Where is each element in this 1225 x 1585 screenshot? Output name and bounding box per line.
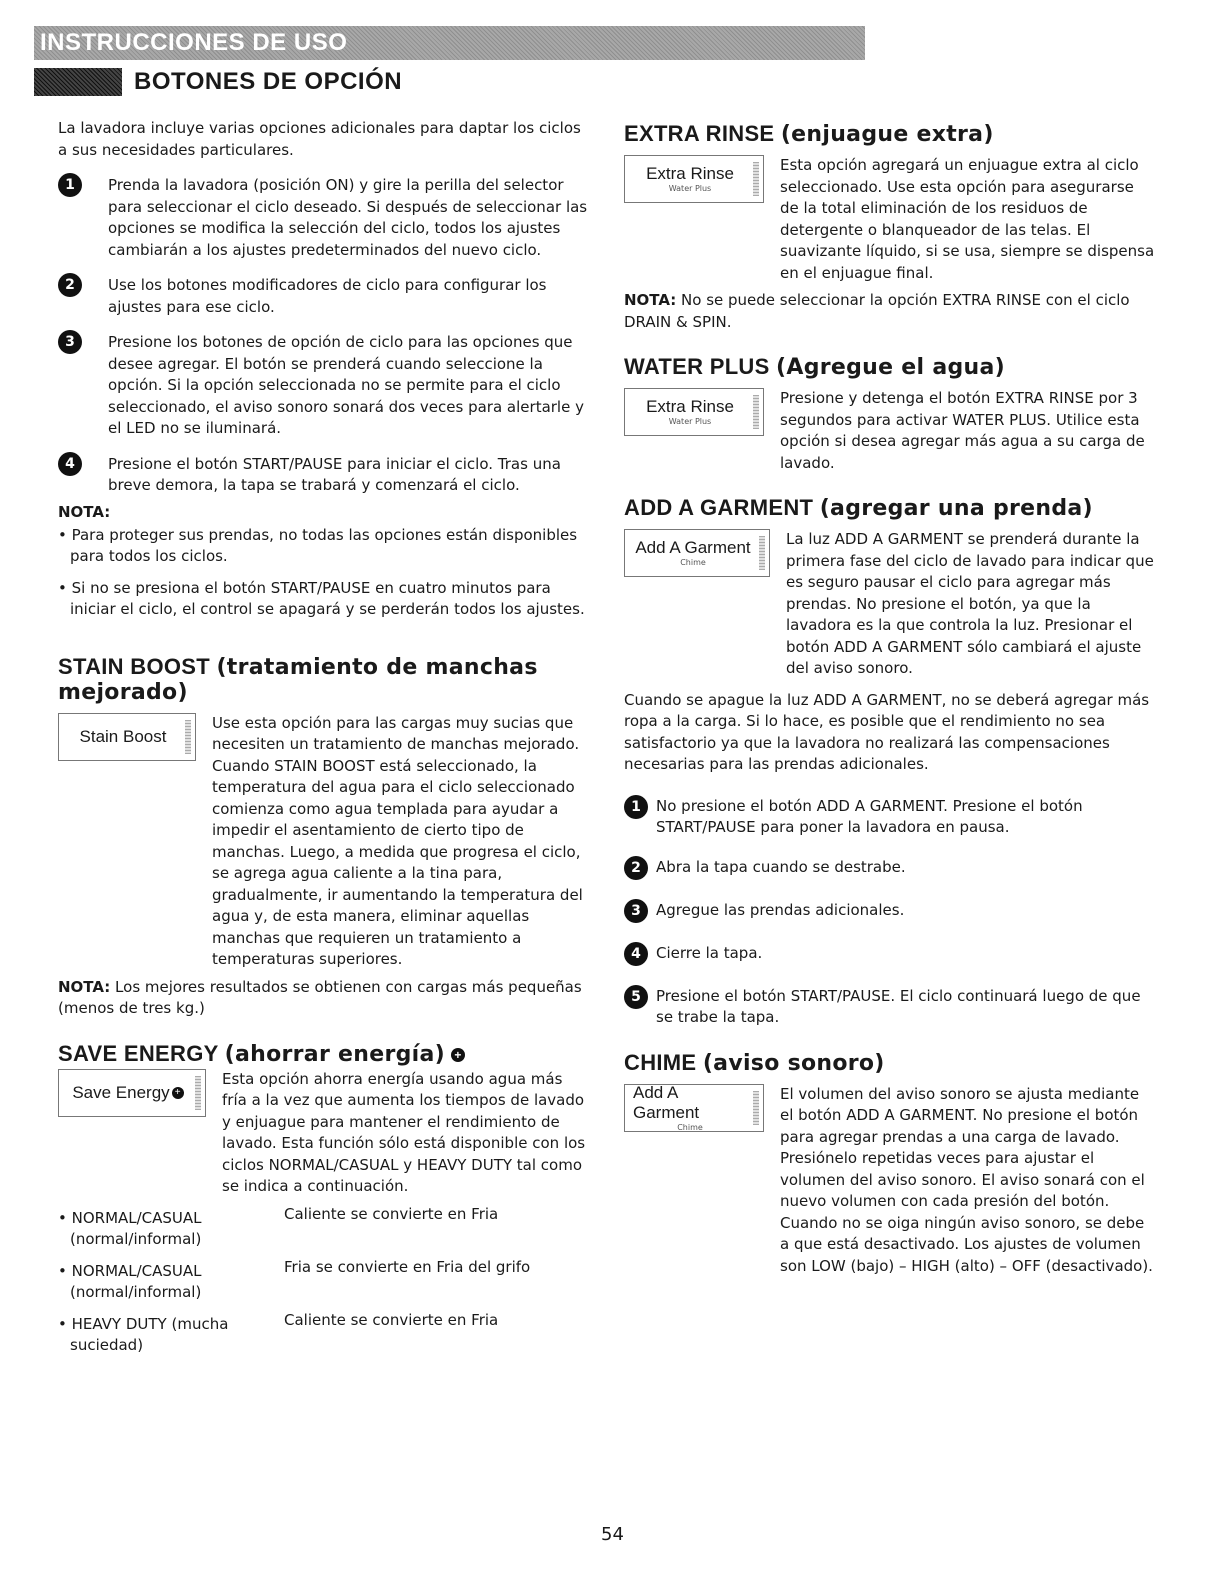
title-bar-decoration <box>34 68 122 96</box>
water-plus-button-secondary: Water Plus <box>668 417 712 426</box>
led-indicator-icon <box>195 1076 201 1110</box>
energy-cycle: • NORMAL/CASUAL (normal/informal) <box>58 1208 202 1248</box>
save-energy-button-text: Save Energy <box>72 1082 170 1102</box>
step-text: Cierre la tapa. <box>656 943 763 962</box>
save-energy-heading <box>58 1042 590 1067</box>
extra-rinse-heading <box>624 122 1156 147</box>
save-energy-button-label <box>72 1083 183 1103</box>
step-number-icon: 1 <box>58 173 82 197</box>
plus-icon: + <box>172 1087 184 1099</box>
extra-rinse-text: Esta opción agregará un enjuague extra al ciclo seleccionado. Use esta opción para asegurarse de la total eliminación de los residuos de detergente o blanqueador de las telas. El suavizante líquido, si se usa, siempre se dispensa en el enjuague final. <box>780 156 1155 282</box>
page-number: 54 <box>601 1524 624 1545</box>
add-garment-step <box>624 796 1156 839</box>
water-plus-heading <box>624 355 1156 380</box>
energy-result: Caliente se convierte en Fria <box>284 1310 499 1329</box>
add-garment-step <box>624 943 1156 966</box>
add-garment-step <box>624 900 1156 923</box>
led-indicator-icon <box>759 536 765 570</box>
add-garment-step <box>624 857 1156 880</box>
section-banner: INSTRUCCIONES DE USO <box>34 26 865 60</box>
energy-cycle: • HEAVY DUTY (mucha suciedad) <box>58 1314 229 1354</box>
step-number-icon: 3 <box>624 899 648 923</box>
led-indicator-icon <box>185 720 191 754</box>
energy-table-row <box>58 1310 590 1357</box>
chime-subtitle: (aviso sonoro) <box>702 1050 885 1076</box>
extra-rinse-body <box>624 155 1156 284</box>
nota-bullet: • Si no se presiona el botón START/PAUSE en cuatro minutos para iniciar el ciclo, el control se apagará y se perderán todos los ajustes. <box>58 578 585 618</box>
left-column <box>58 118 590 1357</box>
step-text: Presione el botón START/PAUSE para iniciar el ciclo. Tras una breve demora, la tapa se trabará y comenzará el ciclo. <box>108 454 561 494</box>
energy-result: Caliente se convierte en Fria <box>284 1204 499 1223</box>
water-plus-button[interactable] <box>624 388 764 436</box>
chime-heading <box>624 1051 1156 1076</box>
chime-button-secondary: Chime <box>677 1122 703 1132</box>
stain-boost-subtitle: (tratamiento de manchas mejorado) <box>58 654 538 705</box>
extra-rinse-button-label: Extra Rinse <box>646 164 734 183</box>
water-plus-body <box>624 388 1156 474</box>
step-number-icon: 5 <box>624 985 648 1009</box>
step-item <box>58 275 590 318</box>
chime-button-label: Add A Garment <box>633 1082 700 1122</box>
step-number-icon: 1 <box>624 795 648 819</box>
step-text: Presione los botones de opción de ciclo para las opciones que desee agregar. El botón se prenderá cuando seleccione la opción. Si la opción seleccionada no se permite para el ciclo seleccionado, el aviso sonoro sonará dos veces para alertarle y el LED no se iluminará. <box>108 333 584 437</box>
add-garment-text-2: Cuando se apague la luz ADD A GARMENT, no se deberá agregar más ropa a la carga. Si lo hace, es posible que el rendimiento no sea satisfactorio ya que la lavadora no realizará las compensaciones necesarias para las prendas adicionales. <box>624 690 1150 773</box>
chime-body <box>624 1084 1156 1278</box>
stain-boost-title: STAIN BOOST <box>58 653 211 679</box>
add-garment-heading <box>624 496 1156 521</box>
stain-boost-button[interactable] <box>58 713 196 761</box>
energy-result: Fria se convierte en Fria del grifo <box>284 1257 531 1276</box>
extra-rinse-note-text: No se puede seleccionar la opción EXTRA RINSE con el ciclo DRAIN & SPIN. <box>624 291 1130 331</box>
energy-table-row <box>58 1257 590 1304</box>
step-number-icon: 3 <box>58 330 82 354</box>
extra-rinse-subtitle: (enjuague extra) <box>780 122 994 147</box>
add-garment-button[interactable] <box>624 529 770 577</box>
add-garment-body <box>624 529 1156 680</box>
nota-bullet: • Para proteger sus prendas, no todas las opciones están disponibles para todos los ciclos. <box>58 525 578 565</box>
save-energy-section <box>58 1042 590 1357</box>
led-indicator-icon <box>753 1091 759 1125</box>
add-garment-section <box>624 496 1156 1029</box>
chime-text: El volumen del aviso sonoro se ajusta mediante el botón ADD A GARMENT. No presione el botón para agregar prendas a una carga de lavado. Presiónelo repetidas veces para ajustar el volumen del aviso sonoro. El aviso sonará con el nuevo volumen con cada presión del botón. Cuando no se oiga ningún aviso sonoro, se debe a que está desactivado. Los ajustes de volumen son LOW (bajo) – HIGH (alto) – OFF (desactivado). <box>780 1084 1153 1275</box>
step-number-icon: 4 <box>58 452 82 476</box>
stain-boost-note <box>58 977 590 1020</box>
step-number-icon: 2 <box>58 273 82 297</box>
energy-cycle: • NORMAL/CASUAL (normal/informal) <box>58 1261 202 1301</box>
add-garment-title: ADD A GARMENT <box>624 495 814 520</box>
save-energy-subtitle: (ahorrar energía) <box>224 1041 445 1067</box>
add-garment-button-label: Add A Garment <box>635 538 751 557</box>
step-number-icon: 4 <box>624 942 648 966</box>
chime-section <box>624 1051 1156 1278</box>
extra-rinse-section <box>624 122 1156 333</box>
stain-boost-note-label: NOTA: <box>58 977 111 996</box>
step-text: Use los botones modificadores de ciclo para configurar los ajustes para ese ciclo. <box>108 276 547 316</box>
step-item <box>58 175 590 261</box>
extra-rinse-title: EXTRA RINSE <box>624 121 775 146</box>
plus-icon: + <box>451 1048 465 1062</box>
add-garment-button-secondary: Chime <box>680 558 706 567</box>
led-indicator-icon <box>753 162 759 196</box>
water-plus-title: WATER PLUS <box>624 354 770 379</box>
water-plus-text: Presione y detenga el botón EXTRA RINSE por 3 segundos para activar WATER PLUS. Utilice esta opción si desea agregar más agua a su carga de lavado. <box>780 389 1145 472</box>
page-title: BOTONES DE OPCIÓN <box>134 68 403 95</box>
extra-rinse-button[interactable] <box>624 155 764 203</box>
intro-text: La lavadora incluye varias opciones adicionales para daptar los ciclos a sus necesidades particulares. <box>58 119 581 159</box>
step-text: Prenda la lavadora (posición ON) y gire la perilla del selector para seleccionar el ciclo deseado. Si después de seleccionar las opciones se modifica la selección del ciclo, todos los ajustes cambiarán a los ajustes predeterminados del nuevo ciclo. <box>108 176 588 259</box>
save-energy-text: Esta opción ahorra energía usando agua más fría a la vez que aumenta los tiempos de lavado y enjuague para mantener el rendimiento de lavado. Esta función sólo está disponible con los ciclos NORMAL/CASUAL y HEAVY DUTY tal como se indica a continuación. <box>222 1069 586 1195</box>
water-plus-section <box>624 355 1156 474</box>
stain-boost-section <box>58 655 590 1020</box>
step-item <box>58 454 590 497</box>
stain-boost-note-text: Los mejores resultados se obtienen con cargas más pequeñas (menos de tres kg.) <box>58 977 582 1017</box>
energy-table-row <box>58 1204 590 1251</box>
step-item <box>58 332 590 440</box>
step-text: Abra la tapa cuando se destrabe. <box>656 857 906 876</box>
chime-button[interactable] <box>624 1084 764 1132</box>
chime-title: CHIME <box>624 1049 697 1075</box>
save-energy-button[interactable] <box>58 1069 206 1117</box>
step-text: Presione el botón START/PAUSE. El ciclo continuará luego de que se trabe la tapa. <box>656 986 1141 1026</box>
section-title <box>34 68 402 96</box>
led-indicator-icon <box>753 395 759 429</box>
water-plus-button-label: Extra Rinse <box>646 397 734 416</box>
stain-boost-body <box>58 713 590 971</box>
stain-boost-button-label: Stain Boost <box>79 726 167 746</box>
stain-boost-heading <box>58 655 590 705</box>
step-number-icon: 2 <box>624 856 648 880</box>
stain-boost-text: Use esta opción para las cargas muy sucias que necesiten un tratamiento de manchas mejorado. Cuando STAIN BOOST está seleccionado, la temperatura del agua para el ciclo seleccionado comienza como agua templada para ayudar a impedir el asentamiento de cierto tipo de manchas. Luego, a medida que progresa el ciclo, se agrega agua caliente a la tina para, gradualmente, ir aumentando la temperatura del agua y, de esta manera, eliminar aquellas manchas que requieren un tratamiento a temperaturas superiores. <box>212 713 583 968</box>
nota-label: NOTA: <box>58 502 111 521</box>
save-energy-title: SAVE ENERGY <box>58 1040 219 1066</box>
add-garment-subtitle: (agregar una prenda) <box>819 496 1093 521</box>
save-energy-body <box>58 1069 590 1198</box>
add-garment-text: La luz ADD A GARMENT se prenderá durante la primera fase del ciclo de lavado para indicar que es seguro pausar el ciclo para agregar más prendas. No presione el botón, ya que la lavadora es la que controla la luz. Presionar el botón ADD A GARMENT sólo cambiará el ajuste del aviso sonoro. <box>786 530 1154 677</box>
add-garment-step <box>624 986 1156 1029</box>
extra-rinse-button-secondary: Water Plus <box>668 184 712 193</box>
step-text: No presione el botón ADD A GARMENT. Presione el botón START/PAUSE para poner la lavadora en pausa. <box>656 796 1083 836</box>
step-text: Agregue las prendas adicionales. <box>656 900 905 919</box>
extra-rinse-note <box>624 290 1156 333</box>
right-column <box>624 118 1156 1277</box>
extra-rinse-note-label: NOTA: <box>624 291 677 309</box>
water-plus-subtitle: (Agregue el agua) <box>776 355 1005 380</box>
